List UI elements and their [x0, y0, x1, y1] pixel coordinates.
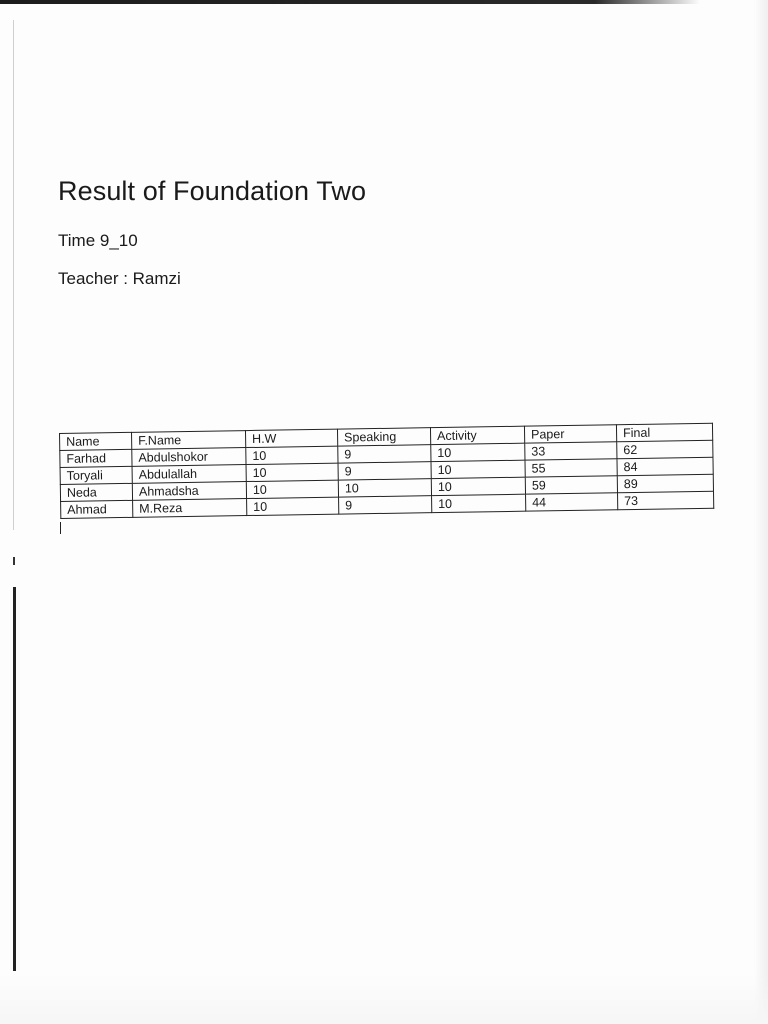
- header-homework: H.W: [245, 429, 337, 447]
- cell-father-name: M.Reza: [133, 499, 247, 518]
- cell-speaking: 9: [338, 445, 431, 463]
- cell-father-name: Abdulshokor: [132, 448, 246, 467]
- cell-final: 84: [617, 457, 713, 476]
- cell-speaking: 10: [338, 479, 431, 497]
- cell-activity: 10: [431, 443, 525, 461]
- cell-paper: 55: [525, 459, 617, 477]
- cell-name: Neda: [60, 483, 132, 501]
- cell-speaking: 9: [339, 496, 432, 514]
- teacher-name: Teacher : Ramzi: [58, 269, 181, 288]
- cell-activity: 10: [431, 460, 525, 478]
- cell-paper: 33: [525, 442, 617, 460]
- cell-homework: 10: [246, 480, 338, 498]
- scan-left-edge: [13, 20, 14, 530]
- cell-name: Farhad: [60, 449, 132, 467]
- cell-father-name: Ahmadsha: [132, 482, 246, 501]
- scan-bottom-shade: [0, 974, 768, 1024]
- scan-edge-mark: [13, 557, 15, 565]
- cell-activity: 10: [431, 477, 525, 495]
- cell-paper: 44: [526, 493, 618, 511]
- class-time: Time 9_10: [58, 231, 138, 250]
- cell-homework: 10: [247, 497, 339, 515]
- cell-father-name: Abdulallah: [132, 465, 246, 484]
- cell-speaking: 9: [338, 462, 431, 480]
- table-edge-tick: [60, 522, 61, 534]
- cell-final: 89: [617, 474, 713, 493]
- header-name: Name: [60, 432, 132, 450]
- header-speaking: Speaking: [337, 428, 430, 446]
- scan-right-shade: [754, 0, 768, 1024]
- cell-name: Toryali: [60, 466, 132, 484]
- cell-homework: 10: [246, 463, 338, 481]
- scan-left-edge-dark: [13, 587, 16, 971]
- cell-paper: 59: [525, 476, 617, 494]
- cell-homework: 10: [246, 446, 338, 464]
- scan-top-edge: [0, 0, 700, 4]
- header-paper: Paper: [524, 425, 616, 443]
- cell-final: 62: [617, 440, 713, 459]
- header-father-name: F.Name: [131, 431, 245, 450]
- header-final: Final: [616, 423, 712, 442]
- results-table: [59, 423, 714, 519]
- page-title: Result of Foundation Two: [58, 176, 367, 206]
- cell-final: 73: [618, 491, 714, 510]
- cell-name: Ahmad: [61, 500, 133, 518]
- header-activity: Activity: [430, 426, 524, 444]
- cell-activity: 10: [432, 494, 526, 512]
- results-table-container: [59, 423, 713, 519]
